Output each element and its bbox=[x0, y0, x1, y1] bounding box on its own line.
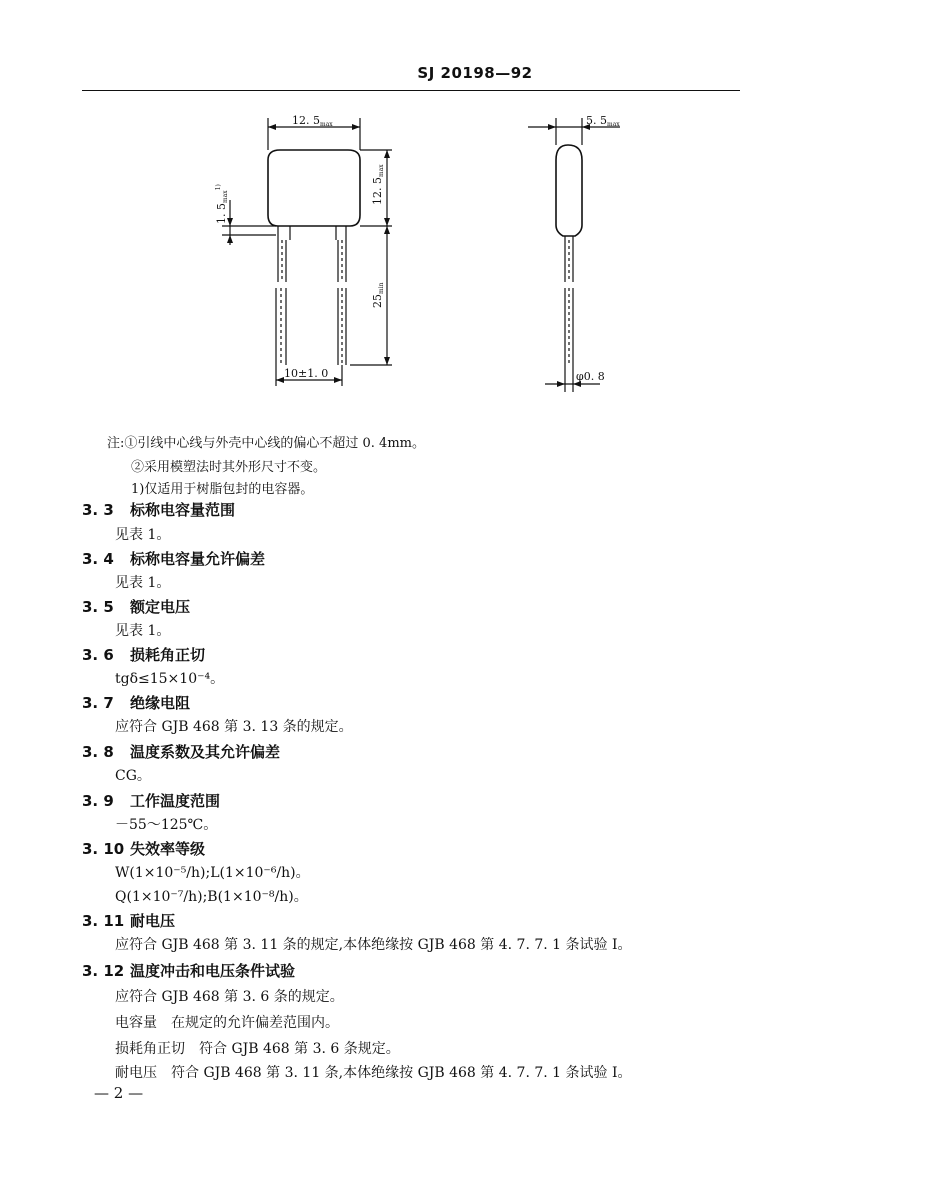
document-code-header: SJ 20198—92 bbox=[417, 64, 533, 82]
section-3-12-text-2: 电容量 在规定的允许偏差范围内。 bbox=[115, 1015, 339, 1031]
section-3-6-heading: 3. 6 损耗角正切 bbox=[82, 646, 206, 664]
capacitor-body-front bbox=[268, 150, 360, 226]
section-3-11-heading: 3. 11 耐电压 bbox=[82, 912, 176, 930]
section-3-4-heading: 3. 4 标称电容量允许偏差 bbox=[82, 550, 266, 568]
note-1: 注:①引线中心线与外壳中心线的偏心不超过 0. 4mm。 bbox=[107, 436, 425, 451]
section-3-7-text: 应符合 GJB 468 第 3. 13 条的规定。 bbox=[115, 719, 353, 735]
section-3-8-heading: 3. 8 温度系数及其允许偏差 bbox=[82, 743, 281, 761]
pitch-label: 10±1. 0 bbox=[284, 367, 329, 380]
lead-left-top bbox=[278, 226, 290, 282]
lead-length-label: 25min bbox=[371, 282, 385, 308]
height-max-label: 12. 5max bbox=[371, 164, 385, 205]
header-rule bbox=[82, 90, 740, 91]
capacitor-outline-drawing bbox=[0, 100, 950, 410]
section-3-7-heading: 3. 7 绝缘电阻 bbox=[82, 694, 191, 712]
thickness-max-label: 5. 5max bbox=[586, 114, 620, 128]
section-3-4-text: 见表 1。 bbox=[115, 575, 171, 591]
section-3-11-text: 应符合 GJB 468 第 3. 11 条的规定,本体绝缘按 GJB 468 第 4. 7. 7. 1 条试验 Ⅰ。 bbox=[115, 937, 632, 953]
section-3-3-text: 见表 1。 bbox=[115, 527, 171, 543]
section-3-9-text: －55～125℃。 bbox=[115, 817, 218, 833]
lead-right-top bbox=[336, 226, 346, 282]
section-3-8-text: CG。 bbox=[115, 768, 151, 784]
capacitor-body-side bbox=[556, 145, 582, 236]
section-3-10-heading: 3. 10 失效率等级 bbox=[82, 840, 206, 858]
section-3-6-text: tgδ≤15×10⁻⁴。 bbox=[115, 671, 225, 687]
note-3: 1)仅适用于树脂包封的电容器。 bbox=[131, 482, 314, 497]
width-max-label: 12. 5max bbox=[292, 114, 333, 128]
section-3-10-text-2: Q(1×10⁻⁷/h);B(1×10⁻⁸/h)。 bbox=[115, 889, 308, 905]
lead-diameter-label: φ0. 8 bbox=[576, 370, 605, 383]
section-3-3-heading: 3. 3 标称电容量范围 bbox=[82, 501, 236, 519]
section-3-5-heading: 3. 5 额定电压 bbox=[82, 598, 191, 616]
section-3-12-text-4: 耐电压 符合 GJB 468 第 3. 11 条,本体绝缘按 GJB 468 第 4. 7. 7. 1 条试验 Ⅰ。 bbox=[115, 1065, 632, 1081]
note-2: ②采用模塑法时其外形尺寸不变。 bbox=[131, 460, 327, 475]
section-3-9-heading: 3. 9 工作温度范围 bbox=[82, 792, 221, 810]
page-number: — 2 — bbox=[94, 1084, 144, 1102]
section-3-12-heading: 3. 12 温度冲击和电压条件试验 bbox=[82, 962, 296, 980]
section-3-12-text-1: 应符合 GJB 468 第 3. 6 条的规定。 bbox=[115, 989, 344, 1005]
seat-max-label: 1. $5\max^{1)}$ bbox=[215, 184, 229, 224]
section-3-10-text-1: W(1×10⁻⁵/h);L(1×10⁻⁶/h)。 bbox=[115, 865, 310, 881]
section-3-5-text: 见表 1。 bbox=[115, 623, 171, 639]
section-3-12-text-3: 损耗角正切 符合 GJB 468 第 3. 6 条规定。 bbox=[115, 1041, 400, 1057]
